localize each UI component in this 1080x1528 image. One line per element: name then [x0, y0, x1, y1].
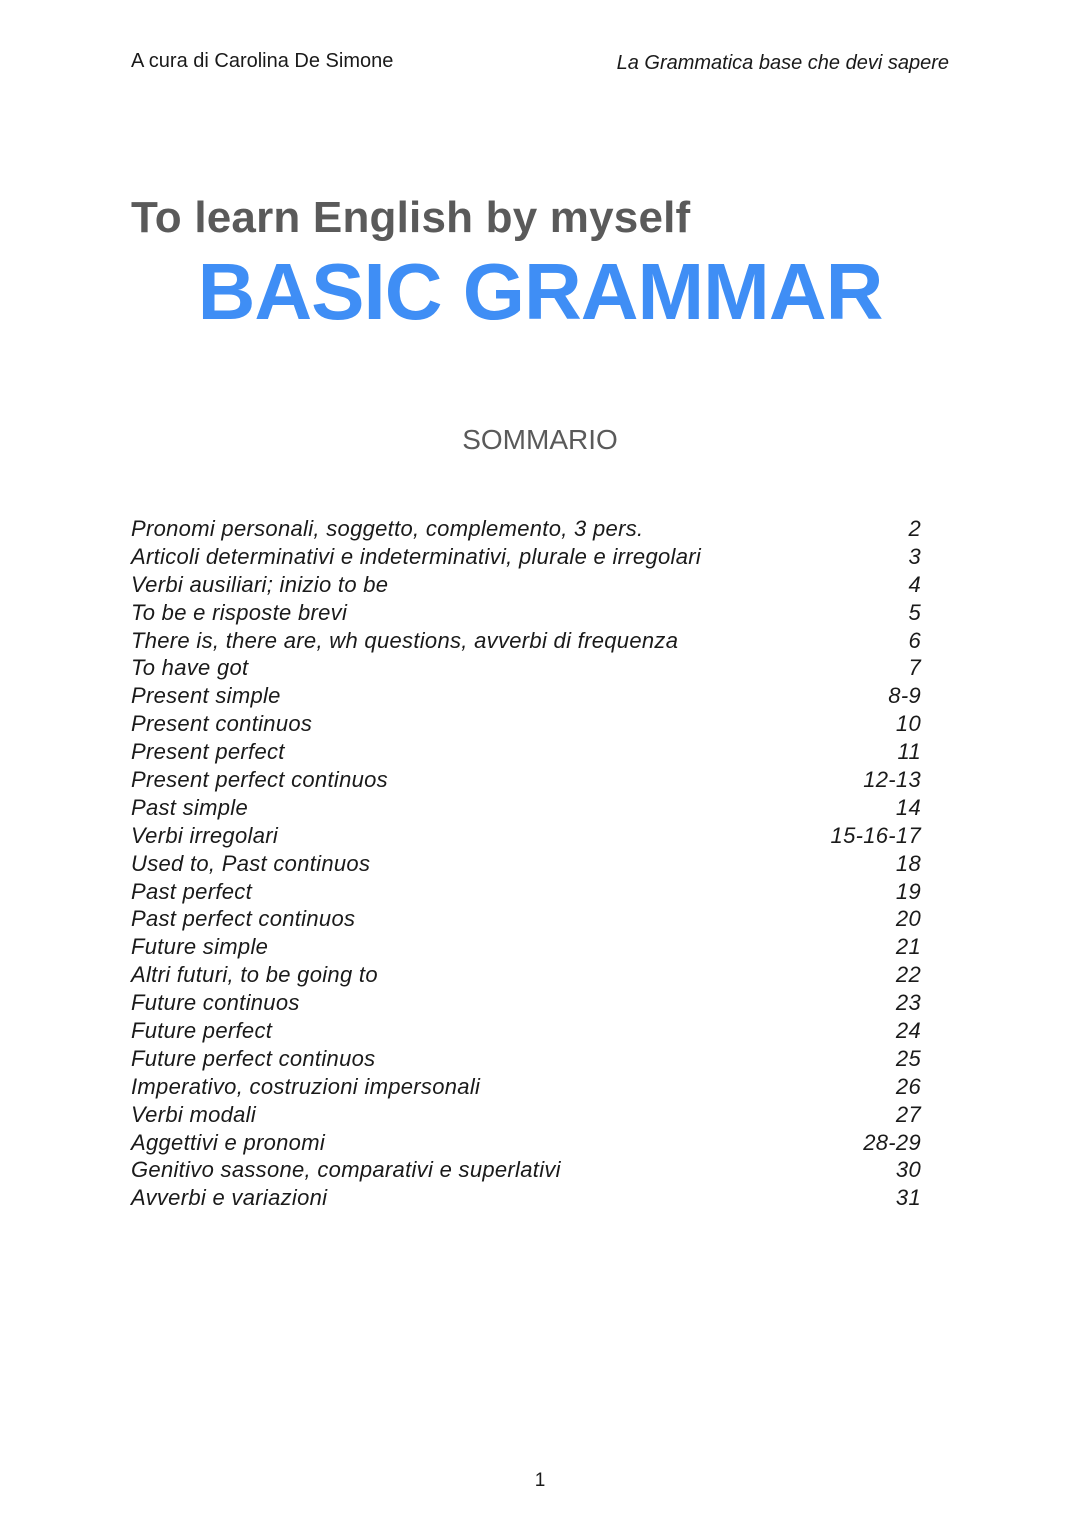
toc-entry-title: Aggettivi e pronomi: [131, 1129, 326, 1155]
toc-entry: [131, 544, 931, 572]
header-author: A cura di Carolina De Simone: [131, 50, 394, 72]
toc-entry-title: Imperativo, costruzioni impersonali: [131, 1073, 481, 1099]
toc-entry-page: 27: [895, 1101, 921, 1127]
toc-entry: [131, 655, 931, 683]
toc-entry-title: Future continuos: [131, 990, 300, 1016]
page-number: 1: [534, 1470, 546, 1491]
toc-entry: [131, 906, 931, 934]
document-title: BASIC GRAMMAR: [197, 247, 883, 336]
toc-entry-page: 5: [908, 599, 921, 625]
toc-entry-title: Future perfect: [131, 1018, 273, 1044]
toc-entry-title: There is, there are, wh questions, avverbi di frequenza: [131, 627, 679, 653]
toc-entry-page: 10: [895, 711, 921, 737]
toc-entry: [131, 600, 931, 628]
toc-entry: [131, 823, 931, 851]
toc-entry-title: To have got: [131, 655, 249, 681]
toc-entry-title: Pronomi personali, soggetto, complemento, 3 pers.: [131, 516, 644, 541]
toc-entry: [131, 934, 931, 962]
toc-entry: [131, 739, 931, 767]
toc-entry-title: Verbi modali: [131, 1101, 257, 1127]
toc-entry-title: Present perfect: [131, 739, 285, 765]
toc-entry-title: Avverbi e variazioni: [131, 1185, 328, 1211]
toc-entry: [131, 628, 931, 656]
toc-entry-title: Past perfect continuos: [131, 906, 356, 932]
toc-entry-page: 23: [895, 990, 921, 1016]
toc-entry-title: To be e risposte brevi: [131, 599, 348, 625]
toc-entry-page: 2: [908, 516, 921, 541]
toc-entry-page: 30: [895, 1157, 921, 1183]
toc-entry-title: Present perfect continuos: [131, 767, 388, 793]
toc-entry-page: 25: [895, 1045, 921, 1071]
toc-entry: [131, 1018, 931, 1046]
toc-entry-page: 31: [895, 1185, 921, 1211]
toc-entry-title: Future perfect continuos: [131, 1045, 376, 1071]
toc-entry: [131, 962, 931, 990]
toc-entry: [131, 683, 931, 711]
toc-entry: [131, 1074, 931, 1102]
toc-entry-title: Used to, Past continuos: [131, 850, 371, 876]
toc-entry-page: 22: [895, 962, 921, 988]
toc-entry-page: 15-16-17: [830, 822, 921, 848]
toc-entry-page: 7: [908, 655, 921, 681]
toc-entry: [131, 711, 931, 739]
toc-entry-page: 18: [895, 850, 921, 876]
toc-entry-page: 21: [895, 934, 921, 960]
table-of-contents: [131, 516, 931, 1213]
toc-entry-page: 14: [895, 794, 921, 820]
toc-entry: [131, 1046, 931, 1074]
toc-entry-page: 19: [895, 878, 921, 904]
toc-entry: [131, 767, 931, 795]
toc-entry: [131, 572, 931, 600]
toc-entry-title: Genitivo sassone, comparativi e superlativi: [131, 1157, 561, 1183]
toc-heading: SOMMARIO: [462, 424, 618, 455]
header-book-title: La Grammatica base che devi sapere: [616, 52, 949, 74]
toc-entry-title: Altri futuri, to be going to: [131, 962, 378, 988]
toc-entry-page: 4: [908, 571, 921, 597]
toc-entry: [131, 990, 931, 1018]
toc-entry-page: 20: [895, 906, 921, 932]
toc-entry-page: 12-13: [863, 767, 921, 793]
toc-entry-page: 3: [908, 543, 921, 569]
toc-entry: [131, 851, 931, 879]
toc-entry: [131, 1102, 931, 1130]
toc-entry: [131, 1157, 931, 1185]
toc-entry-page: 8-9: [888, 683, 921, 709]
toc-entry-page: 28-29: [863, 1129, 921, 1155]
toc-entry-title: Present simple: [131, 683, 281, 709]
toc-entry-page: 26: [895, 1073, 921, 1099]
toc-entry-title: Verbi ausiliari; inizio to be: [131, 571, 389, 597]
toc-entry-title: Past simple: [131, 794, 249, 820]
toc-entry-title: Verbi irregolari: [131, 822, 279, 848]
toc-entry: [131, 1130, 931, 1158]
toc-entry-title: Present continuos: [131, 711, 313, 737]
toc-entry-page: 24: [895, 1018, 921, 1044]
document-subtitle: To learn English by myself: [131, 193, 691, 242]
toc-entry-title: Past perfect: [131, 878, 252, 904]
toc-entry-title: Articoli determinativi e indeterminativi, plurale e irregolari: [131, 543, 702, 569]
toc-entry-page: 11: [897, 739, 921, 765]
toc-entry: [131, 795, 931, 823]
toc-entry: [131, 1185, 931, 1213]
toc-entry: [131, 516, 931, 544]
toc-entry-title: Future simple: [131, 934, 269, 960]
toc-entry: [131, 879, 931, 907]
toc-entry-page: 6: [908, 627, 921, 653]
